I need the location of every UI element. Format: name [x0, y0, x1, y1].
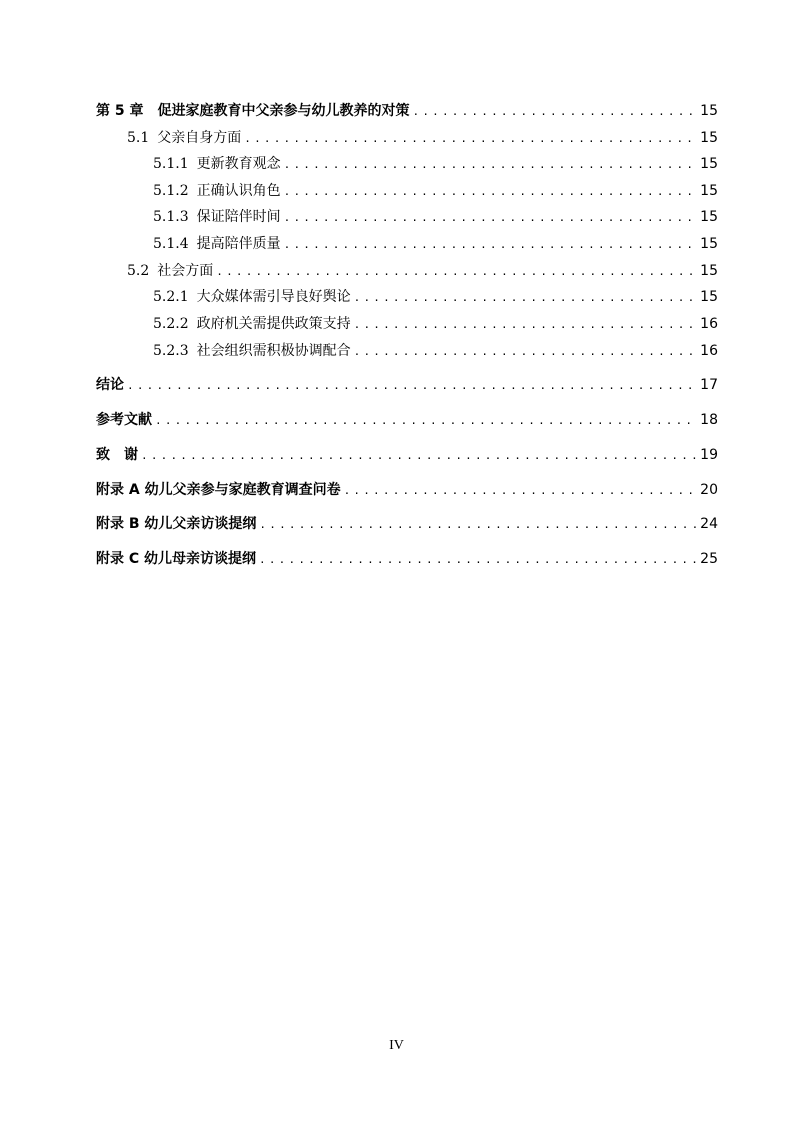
toc-entry-title: 正确认识角色 — [196, 183, 281, 199]
toc-page-number: 25 — [700, 551, 718, 567]
toc-entry-appendix-c[interactable] — [96, 548, 718, 568]
section-number: 5.2.1 — [153, 289, 189, 305]
toc-entry-5-1-3[interactable] — [96, 206, 718, 226]
toc-entry-title: 更新教育观念 — [196, 156, 281, 172]
section-number: 5.1 — [127, 130, 150, 146]
toc-entry-acknowledgements[interactable] — [96, 444, 718, 464]
section-number: 5.2.2 — [153, 316, 189, 332]
toc-entry-title: 第 5 章 促进家庭教育中父亲参与幼儿教养的对策 — [96, 103, 410, 119]
toc-page-number: 15 — [700, 209, 718, 225]
toc-entry-title: 父亲自身方面 — [157, 130, 242, 146]
toc-entry-appendix-b[interactable] — [96, 513, 718, 533]
toc-entry-conclusion[interactable] — [96, 374, 718, 394]
toc-entry-title: 保证陪伴时间 — [196, 209, 281, 225]
dot-leader — [284, 185, 698, 198]
dot-leader — [413, 105, 698, 118]
dot-leader — [354, 291, 698, 304]
toc-entry-references[interactable] — [96, 409, 718, 429]
toc-entry-appendix-a[interactable] — [96, 479, 718, 499]
toc-entry-5-2-1[interactable] — [96, 286, 718, 306]
dot-leader — [141, 449, 697, 462]
page-number-footer: IV — [389, 1038, 404, 1053]
toc-page-number: 16 — [700, 316, 718, 332]
dot-leader — [284, 238, 698, 251]
dot-leader — [354, 318, 698, 331]
dot-leader — [259, 553, 697, 566]
toc-entry-title: 附录 B 幼儿父亲访谈提纲 — [96, 516, 257, 532]
dot-leader — [259, 518, 697, 531]
section-number: 5.1.1 — [153, 156, 189, 172]
dot-leader — [344, 484, 698, 497]
toc-entry-title: 附录 A 幼儿父亲参与家庭教育调查问卷 — [96, 482, 341, 498]
toc-entry-5-2[interactable] — [96, 260, 718, 280]
toc-entry-title: 结论 — [96, 377, 124, 393]
toc-page-number: 15 — [700, 130, 718, 146]
toc-page-number: 20 — [700, 482, 718, 498]
toc-entry-title: 政府机关需提供政策支持 — [196, 316, 351, 332]
section-number: 5.2.3 — [153, 343, 189, 359]
dot-leader — [284, 211, 698, 224]
toc-entry-title: 社会方面 — [157, 263, 214, 279]
toc-entry-5-1-4[interactable] — [96, 233, 718, 253]
dot-leader — [244, 132, 697, 145]
toc-page-number: 15 — [700, 289, 718, 305]
toc-entry-title: 社会组织需积极协调配合 — [196, 343, 351, 359]
toc-entry-5-1-2[interactable] — [96, 180, 718, 200]
section-number: 5.1.3 — [153, 209, 189, 225]
toc-page-number: 17 — [700, 377, 718, 393]
dot-leader — [354, 345, 698, 358]
section-number: 5.1.4 — [153, 236, 189, 252]
toc-page-number: 15 — [700, 183, 718, 199]
toc-entry-chapter-5[interactable] — [96, 100, 718, 120]
section-number: 5.1.2 — [153, 183, 189, 199]
toc-entry-5-2-3[interactable] — [96, 340, 718, 360]
toc-page-number: 15 — [700, 103, 718, 119]
toc-page-number: 19 — [700, 447, 718, 463]
toc-entry-5-2-2[interactable] — [96, 313, 718, 333]
toc-entry-title: 提高陪伴质量 — [196, 236, 281, 252]
toc-entry-5-1[interactable] — [96, 127, 718, 147]
toc-page-number: 15 — [700, 156, 718, 172]
dot-leader — [216, 265, 697, 278]
toc-entry-title: 参考文献 — [96, 412, 152, 428]
toc-entry-title: 大众媒体需引导良好舆论 — [196, 289, 351, 305]
section-number: 5.2 — [127, 263, 150, 279]
dot-leader — [284, 158, 698, 171]
toc-page-number: 16 — [700, 343, 718, 359]
toc-entry-title: 附录 C 幼儿母亲访谈提纲 — [96, 551, 257, 567]
dot-leader — [155, 414, 697, 427]
toc-page-number: 24 — [700, 516, 718, 532]
toc-entry-title: 致 谢 — [96, 447, 138, 463]
toc-page-number: 18 — [700, 412, 718, 428]
toc-page-number: 15 — [700, 236, 718, 252]
toc-entry-5-1-1[interactable] — [96, 153, 718, 173]
toc-page-number: 15 — [700, 263, 718, 279]
dot-leader — [127, 379, 697, 392]
